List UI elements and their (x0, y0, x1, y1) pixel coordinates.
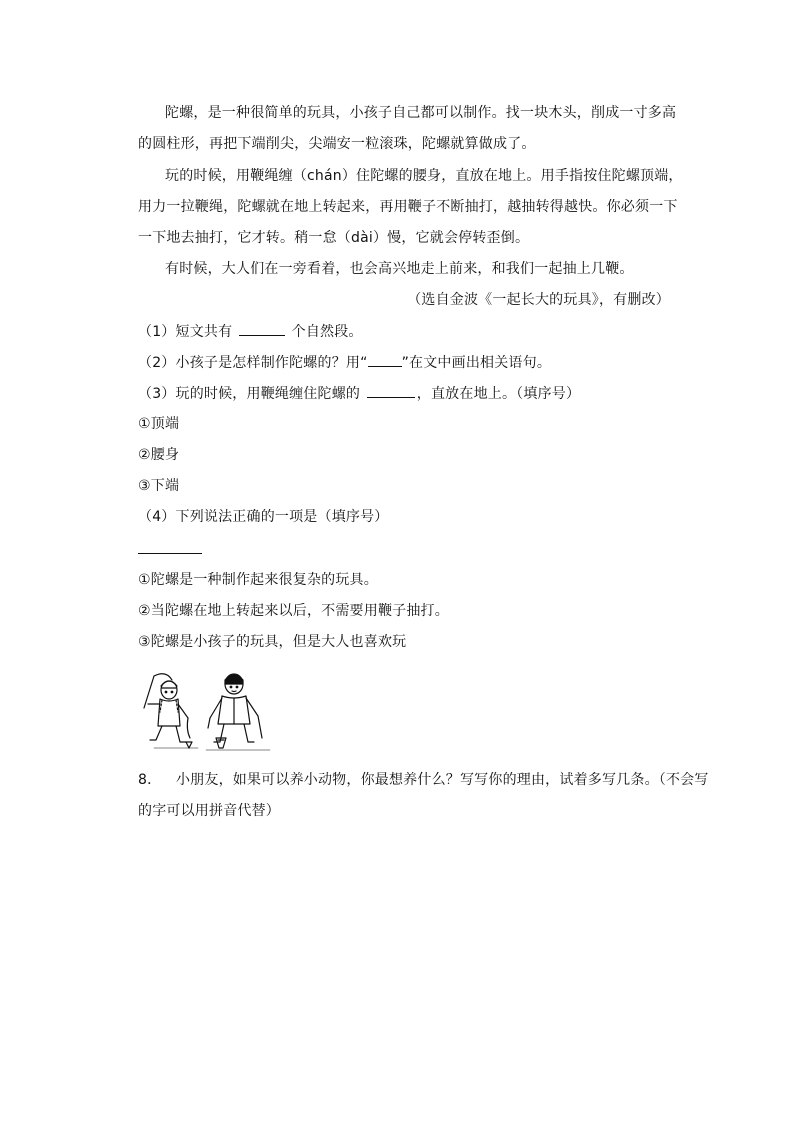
q8-text-line1: 小朋友，如果可以养小动物，你最想养什么？写写你的理由，试着多写几条。（不会写 (175, 772, 709, 788)
q3-prefix: （3）玩的时候，用鞭绳缠住陀螺的 (138, 386, 361, 402)
question-4: （4）下列说法正确的一项是（填序号） (138, 509, 389, 525)
question-3 (138, 383, 580, 404)
q4-answer-blank[interactable] (138, 553, 202, 554)
q4-option-3: ③陀螺是小孩子的玩具，但是大人也喜欢玩 (138, 634, 407, 650)
q3-option-3: ③下端 (138, 478, 180, 494)
q3-option-2: ②腰身 (138, 447, 180, 463)
question-1 (138, 321, 363, 342)
question-8-line1 (138, 770, 709, 790)
whip-stick-left (144, 676, 154, 708)
q3-suffix: ，直放在地上。（填序号） (416, 386, 581, 402)
q1-answer-blank[interactable] (239, 321, 285, 336)
passage-p1-line2: 的圆柱形，再把下端削尖，尖端安一粒滚珠，陀螺就算做成了。 (138, 136, 536, 152)
passage-p2-line3: 一下地去抽打，它才转。稍一怠（dài）慢，它就会停转歪倒。 (138, 230, 530, 246)
q3-answer-blank[interactable] (367, 383, 415, 398)
passage-p1-line1: 陀螺，是一种很简单的玩具，小孩子自己都可以制作。找一块木头，削成一寸多高 (165, 105, 677, 121)
q1-prefix: （1）短文共有 (138, 324, 233, 340)
q2-prefix: （2）小孩子是怎样制作陀螺的？用“ (138, 355, 368, 371)
passage-p3-line1: 有时候，大人们在一旁看着，也会高兴地走上前来，和我们一起抽上几鞭。 (165, 261, 634, 277)
passage-p2-line1: 玩的时候，用鞭绳缠（chán）住陀螺的腰身，直放在地上。用手指按住陀螺顶端， (165, 168, 683, 184)
q2-suffix: ”在文中画出相关语句。 (401, 355, 552, 371)
passage-source: （选自金波《一起长大的玩具》，有删改） (407, 292, 670, 308)
q2-underline-sample (368, 352, 402, 367)
children-spinning-tops-illustration (136, 668, 276, 754)
question-2 (138, 352, 551, 373)
q4-option-2: ②当陀螺在地上转起来以后，不需要用鞭子抽打。 (138, 603, 449, 619)
question-8-line2: 的字可以用拼音代替） (138, 803, 280, 819)
q4-option-1: ①陀螺是一种制作起来很复杂的玩具。 (138, 572, 378, 588)
q3-option-1: ①顶端 (138, 416, 180, 432)
q8-number: 8． (138, 772, 162, 788)
passage-p2-line2: 用力一拉鞭绳，陀螺就在地上转起来，再用鞭子不断抽打，越抽转得越快。你必须一下 (138, 199, 678, 215)
q1-suffix: 个自然段。 (291, 324, 363, 340)
